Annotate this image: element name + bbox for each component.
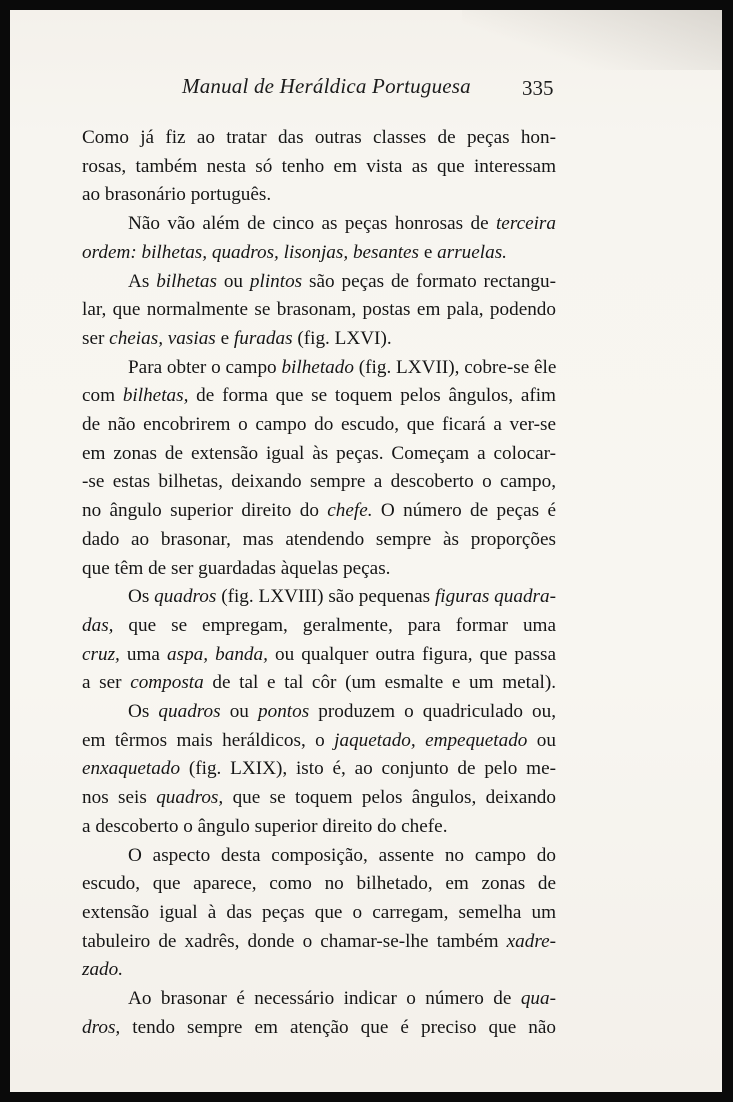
text-run-italic: bilhetas, bbox=[122, 385, 189, 407]
text-run-italic: arruelas. bbox=[437, 241, 507, 263]
text-run-italic: chefe. bbox=[327, 500, 373, 522]
text-line bbox=[82, 669, 556, 698]
text-run-italic: pontos bbox=[258, 701, 310, 723]
text-run-italic: enxaquetado bbox=[82, 758, 181, 780]
text-run: rosas, também nesta só tenho em vista as que interessam bbox=[82, 155, 556, 177]
text-run: dado ao brasonar, mas atendendo sempre às proporções bbox=[82, 528, 556, 550]
text-run: O número de peças é bbox=[372, 500, 556, 522]
text-line bbox=[82, 755, 556, 784]
text-line bbox=[82, 296, 556, 325]
text-run: de forma que se toquem pelos ângulos, afim bbox=[188, 385, 556, 407]
text-run: e bbox=[215, 327, 234, 349]
text-run-italic: bilhetado bbox=[281, 356, 354, 378]
text-run: tabuleiro de xadrês, donde o chamar-se-lhe também bbox=[82, 930, 507, 952]
text-run-italic: bilhetas bbox=[156, 270, 217, 292]
text-run: (fig. LXVII), cobre-se êle bbox=[353, 356, 557, 378]
text-run-italic: xadre- bbox=[506, 930, 556, 952]
text-run: uma bbox=[119, 643, 168, 665]
text-line bbox=[82, 440, 556, 469]
text-run: que se empregam, geralmente, para formar uma bbox=[113, 614, 556, 636]
text-run-italic: das, bbox=[82, 614, 114, 636]
text-line bbox=[82, 813, 556, 842]
text-run: em zonas de extensão igual às peças. Começam a colocar- bbox=[82, 442, 556, 464]
running-title: Manual de Heráldica Portuguesa bbox=[182, 74, 471, 98]
text-line bbox=[82, 268, 556, 297]
text-run: lar, que normalmente se brasonam, postas em pala, podendo bbox=[82, 299, 556, 321]
text-run-italic: ordem: bilhetas, quadros, lisonjas, besantes bbox=[82, 241, 420, 263]
text-line bbox=[82, 899, 556, 928]
text-run: em têrmos mais heráldicos, o bbox=[82, 729, 335, 751]
text-run: (fig. LXVIII) são pequenas bbox=[216, 586, 435, 608]
text-run: O aspecto desta composição, assente no campo do bbox=[128, 844, 556, 866]
text-run-italic: furadas bbox=[233, 327, 293, 349]
text-line bbox=[82, 1014, 556, 1043]
text-line bbox=[82, 555, 556, 584]
text-run: de não encobrirem o campo do escudo, que ficará a ver-se bbox=[82, 414, 556, 436]
text-line bbox=[82, 956, 556, 985]
text-run: são peças de formato rectangu- bbox=[302, 270, 556, 292]
text-run: ser bbox=[82, 327, 110, 349]
text-line bbox=[82, 985, 556, 1014]
text-run: (fig. LXVI). bbox=[292, 327, 392, 349]
text-run: Os bbox=[128, 701, 159, 723]
text-run-italic: figuras quadra- bbox=[434, 586, 556, 608]
text-line bbox=[82, 411, 556, 440]
text-run: no ângulo superior direito do bbox=[82, 500, 328, 522]
book-page bbox=[10, 10, 722, 1092]
text-run: tendo sempre em atenção que é preciso que não bbox=[120, 1016, 556, 1038]
text-run: ou bbox=[216, 270, 250, 292]
text-line bbox=[82, 181, 556, 210]
text-run-italic: dros, bbox=[82, 1016, 121, 1038]
text-run: (fig. LXIX), isto é, ao conjunto de pelo me- bbox=[180, 758, 556, 780]
text-line bbox=[82, 354, 556, 383]
text-run: Os bbox=[128, 586, 155, 608]
text-line bbox=[82, 153, 556, 182]
text-run: com bbox=[82, 385, 123, 407]
text-run: Para obter o campo bbox=[128, 356, 282, 378]
text-run: nos seis bbox=[82, 787, 157, 809]
text-run-italic: terceira bbox=[495, 213, 556, 235]
text-run: de tal e tal côr (um esmalte e um metal). bbox=[203, 672, 556, 694]
text-line bbox=[82, 382, 556, 411]
text-line bbox=[82, 526, 556, 555]
text-line bbox=[82, 928, 556, 957]
text-line bbox=[82, 870, 556, 899]
text-run: ou qualquer outra figura, que passa bbox=[267, 643, 556, 665]
text-run-italic: zado. bbox=[82, 959, 124, 981]
text-run: que têm de ser guardadas àquelas peças. bbox=[82, 557, 391, 579]
text-run-italic: aspa, banda, bbox=[167, 643, 268, 665]
text-line bbox=[82, 641, 556, 670]
text-line bbox=[82, 612, 556, 641]
text-run-italic: jaquetado, empequetado bbox=[334, 729, 528, 751]
text-run-italic: quadros bbox=[154, 586, 217, 608]
text-run: ou bbox=[220, 701, 258, 723]
text-run-italic: quadros bbox=[158, 701, 221, 723]
text-run: produzem o quadriculado ou, bbox=[309, 701, 557, 723]
page-number: 335 bbox=[522, 76, 554, 100]
text-line bbox=[82, 698, 556, 727]
text-line bbox=[82, 842, 556, 871]
text-run: ao brasonário português. bbox=[82, 184, 272, 206]
text-run-italic: cruz, bbox=[82, 643, 120, 665]
text-run-italic: cheias, vasias bbox=[109, 327, 216, 349]
text-line bbox=[82, 239, 556, 268]
text-line bbox=[82, 727, 556, 756]
text-line bbox=[82, 124, 556, 153]
text-line bbox=[82, 468, 556, 497]
text-run: -se estas bilhetas, deixando sempre a descoberto o campo, bbox=[82, 471, 556, 493]
text-run: que se toquem pelos ângulos, deixando bbox=[223, 787, 556, 809]
text-run: escudo, que aparece, como no bilhetado, em zonas de bbox=[82, 873, 556, 895]
text-line bbox=[82, 497, 556, 526]
text-run: a descoberto o ângulo superior direito do chefe. bbox=[82, 815, 448, 837]
text-run: ou bbox=[527, 729, 556, 751]
body-text bbox=[82, 124, 556, 1043]
text-run: extensão igual à das peças que o carregam, semelha um bbox=[82, 901, 556, 923]
text-run-italic: quadros, bbox=[156, 787, 224, 809]
text-run: Como já fiz ao tratar das outras classes de peças hon- bbox=[82, 127, 556, 148]
page-header bbox=[10, 74, 722, 104]
text-run-italic: qua- bbox=[520, 988, 556, 1010]
text-run-italic: composta bbox=[130, 672, 204, 694]
text-run: As bbox=[128, 270, 157, 292]
text-run: e bbox=[419, 241, 438, 263]
text-line bbox=[82, 210, 556, 239]
text-run: a ser bbox=[82, 672, 131, 694]
text-run: Não vão além de cinco as peças honrosas de bbox=[128, 213, 496, 235]
text-line bbox=[82, 583, 556, 612]
text-line bbox=[82, 325, 556, 354]
text-run: Ao brasonar é necessário indicar o número de bbox=[128, 988, 521, 1010]
text-line bbox=[82, 784, 556, 813]
text-run-italic: plintos bbox=[249, 270, 303, 292]
